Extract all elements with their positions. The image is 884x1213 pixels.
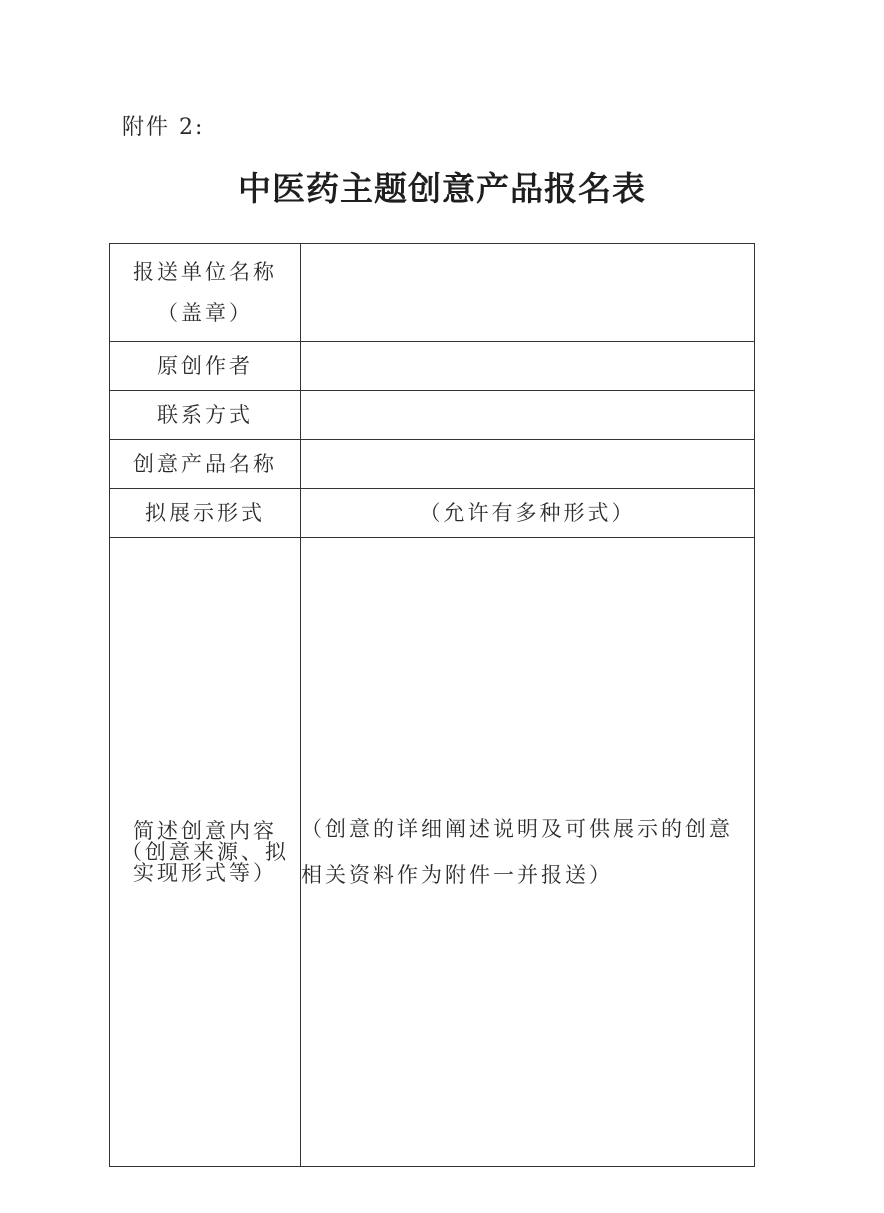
row-description: [110, 538, 755, 1167]
row-submitting-unit: [110, 244, 755, 342]
description-label-line1: 简述创意内容: [133, 818, 277, 843]
product-name-label: 创意产品名称: [110, 440, 301, 489]
description-hint-line2: 相关资料作为附件一并报送）: [301, 863, 613, 887]
form-title: 中医药主题创意产品报名表: [238, 169, 646, 208]
submitting-unit-label: [110, 244, 301, 342]
registration-form-table: [109, 243, 755, 1167]
original-author-label: 原创作者: [110, 342, 301, 391]
description-field[interactable]: [301, 538, 755, 1167]
row-product-name: [110, 440, 755, 489]
row-display-form: [110, 489, 755, 538]
row-contact: [110, 391, 755, 440]
description-label-line2: （创意来源、拟: [121, 839, 289, 864]
original-author-field[interactable]: [301, 342, 755, 391]
row-original-author: [110, 342, 755, 391]
contact-label: 联系方式: [110, 391, 301, 440]
product-name-field[interactable]: [301, 440, 755, 489]
display-form-field[interactable]: [301, 489, 755, 538]
contact-field[interactable]: [301, 391, 755, 440]
description-label: [110, 538, 301, 1167]
submitting-unit-field[interactable]: [301, 244, 755, 342]
annex-label: 附件 2:: [122, 115, 205, 140]
display-form-hint: （允许有多种形式）: [419, 500, 636, 525]
submitting-unit-label-line2: （盖章）: [157, 300, 253, 325]
display-form-label: 拟展示形式: [110, 489, 301, 538]
description-label-line3: 实现形式等）: [133, 860, 277, 885]
description-hint-line1: （创意的详细阐述说明及可供展示的创意: [301, 817, 733, 841]
submitting-unit-label-line1: 报送单位名称: [133, 259, 277, 284]
